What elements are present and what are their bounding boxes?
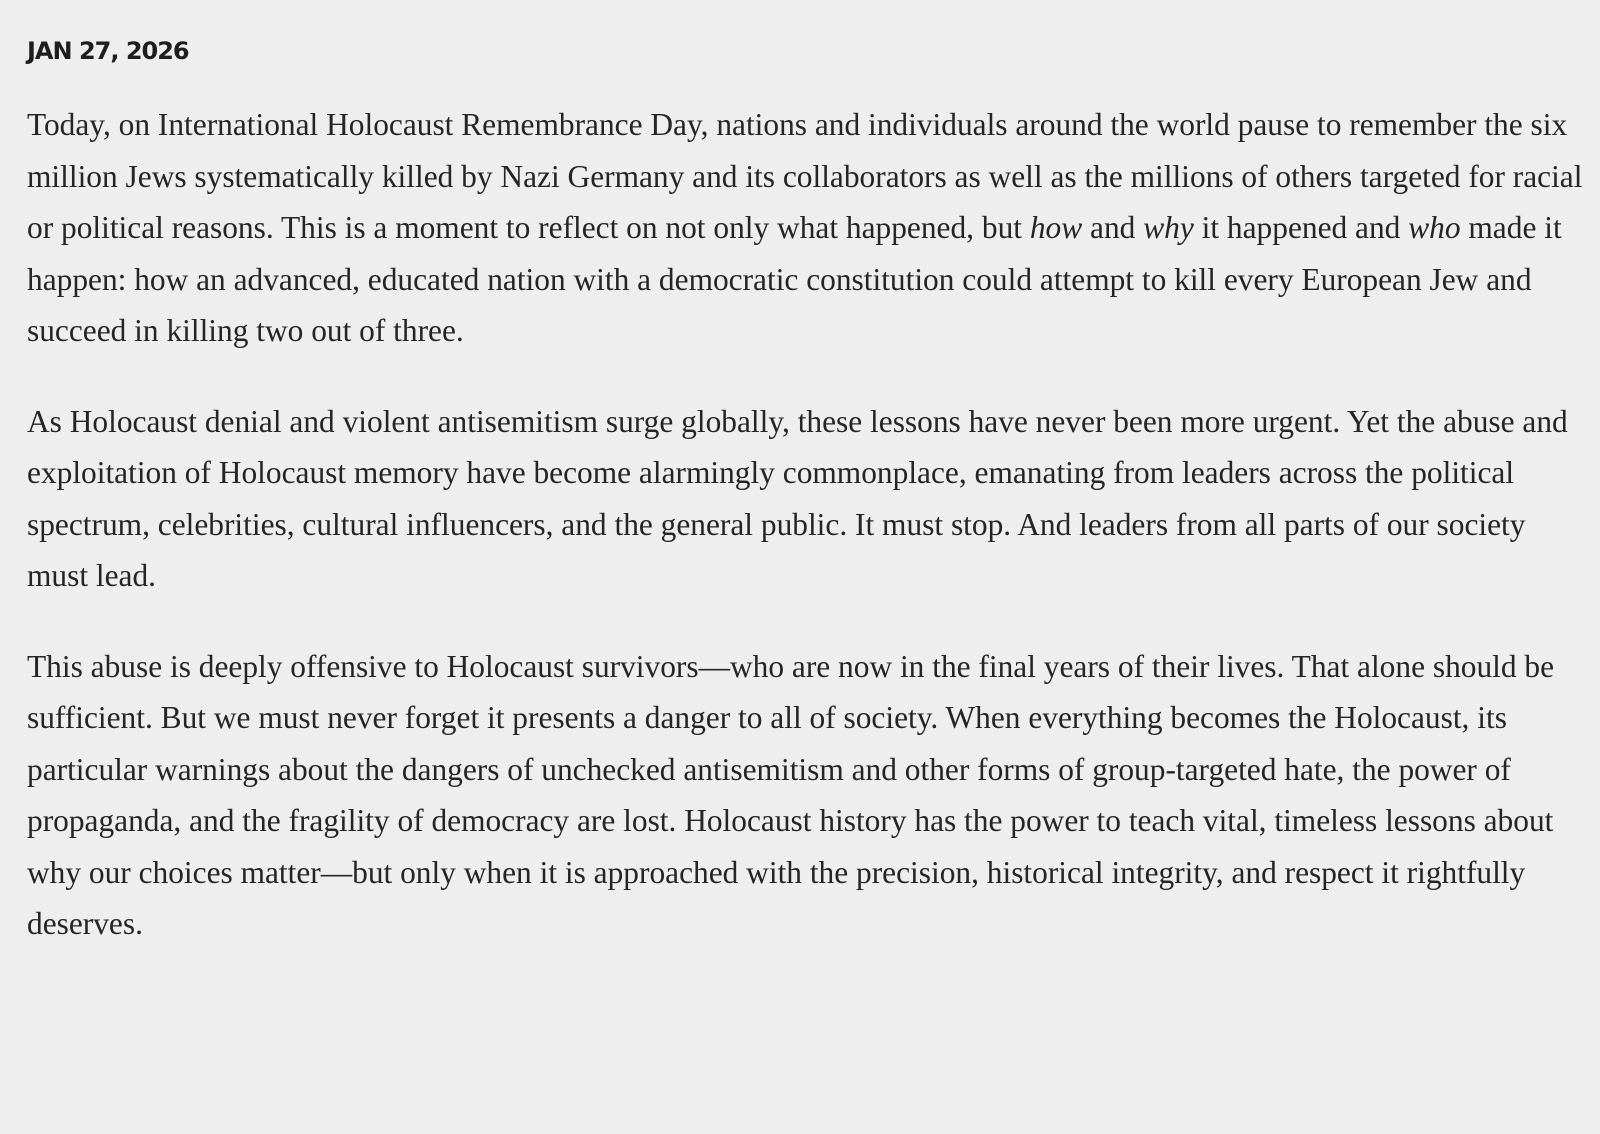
article-date: JAN 27, 2026: [27, 37, 189, 65]
paragraph-1: [27, 99, 1587, 357]
paragraph-3: [27, 641, 1587, 950]
paragraph-1-text: made it happen: how an advanced, educated nation with a democratic constitution could attempt to kill every European Jew and succeed in killing two out of three.: [27, 210, 1562, 348]
emphasis-why: why: [1143, 210, 1194, 245]
emphasis-how: how: [1029, 210, 1083, 245]
paragraph-2: [27, 396, 1587, 602]
article-body: [27, 99, 1587, 989]
paragraph-3-text: This abuse is deeply offensive to Holocaust survivors—who are now in the final years of their lives. That alone should be sufficient. But we must never forget it presents a danger to all of society. When everything becomes the Holocaust, its particular warnings about the dangers of unchecked antisemitism and other forms of group-targeted hate, the power of propaganda, and the fragility of democracy are lost. Holocaust history has the power to teach vital, timeless lessons about why our choices matter—but only when it is approached with the precision, historical integrity, and respect it rightfully deserves.: [27, 648, 1555, 941]
emphasis-who: who: [1408, 210, 1461, 245]
paragraph-1-text: and: [1082, 210, 1144, 245]
paragraph-2-text: As Holocaust denial and violent antisemitism surge globally, these lessons have never been more urgent. Yet the abuse and exploitation of Holocaust memory have become alarmingly commonplace, emanating from leaders across the political spectrum, celebrities, cultural influencers, and the general public. It must stop. And leaders from all parts of our society must lead.: [27, 403, 1568, 593]
paragraph-1-text: it happened and: [1193, 210, 1409, 245]
paragraph-1-text: Today, on International Holocaust Remembrance Day, nations and individuals around the world pause to remember the six million Jews systematically killed by Nazi Germany and its collaborators as well as the millions of others targeted for racial or political reasons. This is a moment to reflect on not only what happened, but: [27, 107, 1583, 245]
